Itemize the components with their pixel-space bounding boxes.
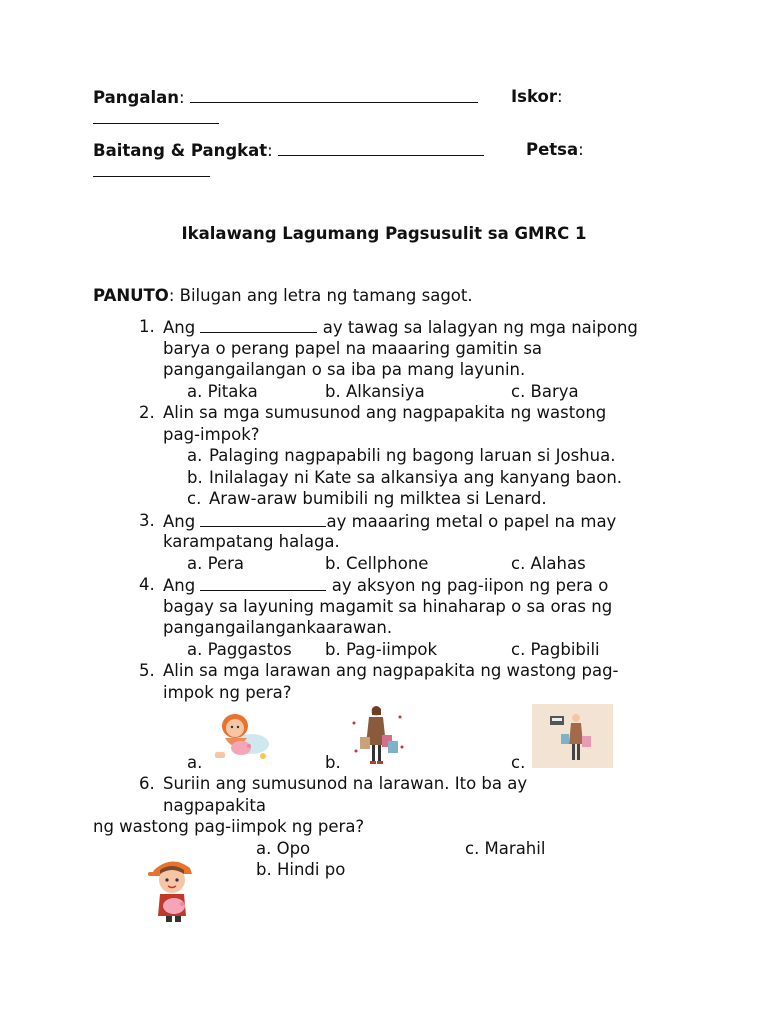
q4-number: 4. bbox=[139, 575, 155, 594]
q5-choice-a[interactable]: a. bbox=[187, 753, 203, 772]
q3-choice-c[interactable]: c. Alahas bbox=[511, 554, 586, 573]
q5-choice-c[interactable]: c. bbox=[511, 753, 526, 772]
score-blank-row bbox=[93, 107, 219, 130]
q6-number: 6. bbox=[139, 774, 155, 793]
q2-choice-a[interactable]: Palaging nagpapabili ng bagong laruan si Joshua. bbox=[209, 446, 616, 465]
q3-blank[interactable] bbox=[200, 510, 326, 527]
q5-number: 5. bbox=[139, 661, 155, 680]
page-title: Ikalawang Lagumang Pagsusulit sa GMRC 1 bbox=[181, 224, 587, 243]
q5-line2: impok ng pera? bbox=[163, 683, 292, 702]
q5-line1: Alin sa mga larawan ang nagpapakita ng wastong pag- bbox=[163, 661, 619, 680]
q6-choice-b[interactable]: b. Hindi po bbox=[256, 860, 346, 879]
shopping-woman-image[interactable] bbox=[346, 703, 408, 767]
q6-choice-a[interactable]: a. Opo bbox=[256, 839, 311, 858]
instructions-text: : Bilugan ang letra ng tamang sagot. bbox=[168, 286, 473, 305]
q3-choice-a[interactable]: a. Pera bbox=[187, 554, 245, 573]
q1-choice-b[interactable]: b. Alkansiya bbox=[325, 382, 425, 401]
colon: : bbox=[267, 141, 273, 160]
q1-line3: pangangailangan o sa iba pa mang layunin. bbox=[163, 360, 526, 379]
q5-choice-b[interactable]: b. bbox=[325, 753, 341, 772]
q3-line1: Ang ay maaaring metal o papel na may bbox=[163, 512, 617, 531]
q2-choice-c-letter[interactable]: c. bbox=[187, 489, 202, 508]
q2-choice-b-letter[interactable]: b. bbox=[187, 468, 203, 487]
score-blank[interactable] bbox=[93, 107, 219, 124]
q2-choice-c[interactable]: Araw-araw bumibili ng milktea si Lenard. bbox=[209, 489, 547, 508]
q6-choice-c[interactable]: c. Marahil bbox=[465, 839, 546, 858]
girl-piggy-bank-image[interactable] bbox=[205, 708, 271, 764]
grade-blank[interactable] bbox=[278, 139, 484, 156]
name-label: Pangalan bbox=[93, 88, 180, 107]
q1-number: 1. bbox=[139, 317, 155, 336]
q2-number: 2. bbox=[139, 403, 155, 422]
score-label: Iskor bbox=[511, 87, 557, 106]
boy-piggy-bank-image bbox=[144, 854, 202, 924]
q2-line2: pag-impok? bbox=[163, 425, 260, 444]
grade-label: Baitang & Pangkat bbox=[93, 141, 268, 160]
colon: : bbox=[179, 88, 185, 107]
date-blank-row bbox=[93, 160, 210, 183]
q4-choice-a[interactable]: a. Paggastos bbox=[187, 640, 292, 659]
q4-choice-c[interactable]: c. Pagbibili bbox=[511, 640, 600, 659]
score-row bbox=[511, 86, 563, 108]
q1-choice-c[interactable]: c. Barya bbox=[511, 382, 579, 401]
date-label: Petsa bbox=[526, 140, 579, 159]
q4-line2: bagay sa layuning magamit sa hinaharap o sa oras ng bbox=[163, 597, 613, 616]
colon: : bbox=[578, 140, 584, 159]
q3-line2: karampatang halaga. bbox=[163, 532, 340, 551]
date-row bbox=[526, 139, 584, 161]
q4-choice-b[interactable]: b. Pag-iimpok bbox=[325, 640, 438, 659]
q1-choice-a[interactable]: a. Pitaka bbox=[187, 382, 258, 401]
name-row bbox=[93, 86, 478, 109]
q1-blank[interactable] bbox=[200, 316, 317, 333]
date-blank[interactable] bbox=[93, 160, 210, 177]
q4-blank[interactable] bbox=[200, 574, 326, 591]
instructions-label: PANUTO bbox=[93, 286, 169, 305]
q6-line3: ng wastong pag-iimpok ng pera? bbox=[93, 817, 365, 836]
shopping-sale-image[interactable] bbox=[532, 704, 613, 768]
q2-choice-b[interactable]: Inilalagay ni Kate sa alkansiya ang kanyang baon. bbox=[209, 468, 623, 487]
q2-line1: Alin sa mga sumusunod ang nagpapakita ng wastong bbox=[163, 403, 607, 422]
q4-line3: pangangailangankaarawan. bbox=[163, 618, 393, 637]
name-blank[interactable] bbox=[190, 86, 478, 103]
q1-line2: barya o perang papel na maaaring gamitin sa bbox=[163, 339, 543, 358]
instructions bbox=[93, 285, 473, 307]
q4-line1: Ang ay aksyon ng pag-iipon ng pera o bbox=[163, 576, 609, 595]
grade-row bbox=[93, 139, 484, 162]
q3-number: 3. bbox=[139, 511, 155, 530]
q3-choice-b[interactable]: b. Cellphone bbox=[325, 554, 429, 573]
q6-line2: nagpapakita bbox=[163, 796, 266, 815]
q1-line1: Ang ay tawag sa lalagyan ng mga naipong bbox=[163, 318, 638, 337]
q6-line1: Suriin ang sumusunod na larawan. Ito ba ay bbox=[163, 774, 528, 793]
colon: : bbox=[556, 87, 563, 106]
q2-choice-a-letter[interactable]: a. bbox=[187, 446, 203, 465]
